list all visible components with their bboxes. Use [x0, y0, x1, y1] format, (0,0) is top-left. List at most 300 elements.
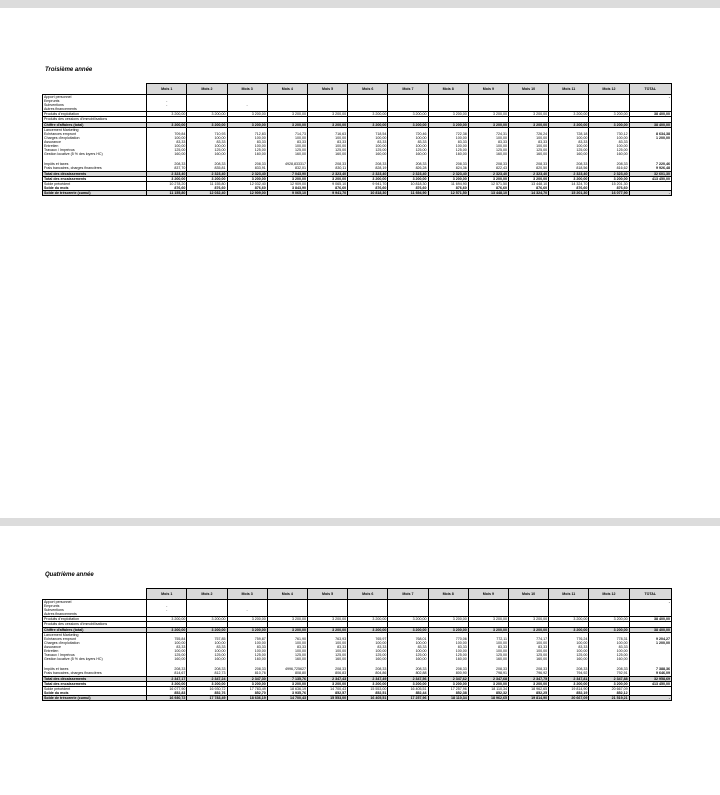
- month-header: Mois 3: [227, 589, 267, 600]
- table-cell: 13 448,10: [468, 190, 508, 195]
- total-cell: 7 220,46: [629, 162, 671, 166]
- table-cell: 724,31: [468, 132, 508, 136]
- table-cell: 100,00: [307, 649, 347, 653]
- table-cell: 796,92: [508, 671, 548, 676]
- table-cell: 3 200,00: [147, 617, 187, 622]
- table-cell: 125,00: [227, 148, 267, 152]
- table-cell: 876,60: [549, 186, 589, 191]
- table-cell: 100,00: [589, 136, 629, 140]
- row-label: Gestion locative (5 % des loyers HC): [43, 152, 147, 156]
- table-cell: 160,00: [428, 152, 468, 156]
- table-cell: 876,60: [589, 186, 629, 191]
- total-cell: 413 450,00: [629, 176, 671, 181]
- table-cell: 100,00: [428, 649, 468, 653]
- month-header: Mois 2: [187, 84, 227, 95]
- table-cell: 3 200,00: [508, 112, 548, 117]
- table-cell: 16 077,90: [589, 190, 629, 195]
- table-cell: 3 200,00: [147, 176, 187, 181]
- table-cell: 3 200,00: [267, 122, 307, 127]
- table-cell: 774,17: [508, 637, 548, 641]
- table-cell: 83,33: [388, 645, 428, 649]
- table-cell: 100,00: [307, 136, 347, 140]
- table-cell: 12 571,50: [468, 181, 508, 186]
- table-cell: 3 200,00: [508, 122, 548, 127]
- header-corner: [43, 84, 147, 95]
- table-cell: 160,00: [468, 657, 508, 661]
- row-label: Total des encaissements: [43, 176, 147, 181]
- month-header: Mois 12: [589, 589, 629, 600]
- total-cell: 8 634,38: [629, 132, 671, 136]
- table-cell: 100,00: [267, 144, 307, 148]
- table-cell: 772,11: [468, 637, 508, 641]
- table-cell: 10 278,20: [147, 181, 187, 186]
- total-cell: 413 450,00: [629, 681, 671, 686]
- table-cell: 100,00: [227, 136, 267, 140]
- table-cell: 125,00: [227, 653, 267, 657]
- table-cell: 757,85: [187, 637, 227, 641]
- total-cell: 1 200,00: [629, 136, 671, 140]
- table-cell: 726,24: [508, 132, 548, 136]
- table-cell: 100,00: [468, 649, 508, 653]
- table-cell: 125,00: [348, 148, 388, 152]
- table-cell: 125,00: [589, 653, 629, 657]
- table-cell: 3 200,00: [388, 176, 428, 181]
- table-cell: 125,00: [267, 653, 307, 657]
- table-cell: 11 694,90: [388, 190, 428, 195]
- table-cell: 100,00: [508, 641, 548, 645]
- table-cell: 3 200,00: [549, 627, 589, 632]
- table-cell: 160,00: [589, 657, 629, 661]
- table-cell: 812,73: [187, 671, 227, 676]
- table-cell: 100,00: [227, 144, 267, 148]
- month-header: Mois 10: [508, 84, 548, 95]
- table-cell: 876,60: [307, 186, 347, 191]
- table-cell: 3 200,00: [187, 112, 227, 117]
- table-cell: 3 200,00: [589, 112, 629, 117]
- table-cell: 100,00: [348, 649, 388, 653]
- table-cell: 9 065,10: [307, 181, 347, 186]
- table-cell: 3 200,00: [508, 627, 548, 632]
- table-cell: 714,73: [267, 132, 307, 136]
- table-cell: 83,33: [147, 645, 187, 649]
- table-cell: 160,00: [307, 152, 347, 156]
- table-cell: 11 694,90: [428, 181, 468, 186]
- table-row: [43, 695, 672, 700]
- table-cell: 18 110,34: [428, 695, 468, 700]
- table-cell: 3 200,00: [227, 617, 267, 622]
- table-cell: 852,12: [589, 691, 629, 696]
- table-cell: -: [227, 608, 267, 612]
- table-cell: 794,92: [549, 671, 589, 676]
- table-cell: 814,67: [147, 671, 187, 676]
- table-cell: 852,76: [187, 691, 227, 696]
- table-cell: 18 962,65: [508, 686, 548, 691]
- table-cell: 3 200,00: [549, 617, 589, 622]
- row-label: Frais bancaires, charges financières: [43, 671, 147, 676]
- table-cell: 15 201,30: [589, 181, 629, 186]
- table-cell: 160,00: [267, 152, 307, 156]
- total-cell: 9 926,48: [629, 166, 671, 171]
- table-cell: 837,70: [147, 166, 187, 171]
- table-cell: 2 323,40: [549, 171, 589, 176]
- table-cell: 3 200,00: [549, 176, 589, 181]
- table-cell: 3 200,00: [187, 176, 227, 181]
- table-cell: 83,33: [388, 140, 428, 144]
- table-cell: 160,00: [348, 152, 388, 156]
- row-label: Total des encaissements: [43, 681, 147, 686]
- table-cell: 876,60: [147, 186, 187, 191]
- table-cell: 100,00: [147, 136, 187, 140]
- table-cell: 10 818,30: [348, 190, 388, 195]
- table-cell: 876,60: [348, 186, 388, 191]
- table-cell: 15 553,00: [348, 686, 388, 691]
- table-cell: 208,33: [549, 667, 589, 671]
- table-cell: 100,00: [428, 641, 468, 645]
- table-cell: 83,33: [589, 140, 629, 144]
- table-cell: 208,33: [227, 667, 267, 671]
- table-cell: 3 200,00: [589, 176, 629, 181]
- table-cell: 798,91: [468, 671, 508, 676]
- table-cell: 730,12: [589, 132, 629, 136]
- table-cell: 810,76: [227, 671, 267, 676]
- table-cell: 3 200,00: [267, 112, 307, 117]
- table-cell: 852,38: [428, 691, 468, 696]
- table-cell: 822,43: [468, 166, 508, 171]
- table-cell: 12 909,00: [227, 190, 267, 195]
- row-label: Entretien: [43, 144, 147, 148]
- table-cell: 3 843,90: [267, 186, 307, 191]
- table-cell: 125,00: [267, 148, 307, 152]
- table-cell: 3 200,00: [227, 681, 267, 686]
- table-cell: 2 347,24: [187, 676, 227, 681]
- total-cell: -: [629, 95, 671, 100]
- table-cell: 2 347,75: [508, 676, 548, 681]
- table-cell: 208,33: [549, 162, 589, 166]
- table-cell: 83,33: [187, 645, 227, 649]
- row-label: Autres financements: [43, 612, 147, 617]
- total-cell: 38 400,00: [629, 112, 671, 117]
- table-cell: 828,19: [348, 166, 388, 171]
- table-cell: 100,00: [267, 641, 307, 645]
- table-cell: 21 519,21: [589, 695, 629, 700]
- table-cell: 15 553,00: [307, 695, 347, 700]
- header-row: [43, 589, 672, 600]
- table-cell: 3 200,00: [147, 122, 187, 127]
- table-cell: 2 323,40: [187, 171, 227, 176]
- row-label: Emprunts: [43, 99, 147, 103]
- table-cell: 125,00: [147, 148, 187, 152]
- table-cell: 208,33: [388, 667, 428, 671]
- table-cell: 100,00: [589, 641, 629, 645]
- table-cell: 125,00: [468, 148, 508, 152]
- table-cell: 18 110,34: [468, 686, 508, 691]
- table-cell: 18 962,65: [468, 695, 508, 700]
- total-cell: -: [629, 190, 671, 195]
- table-cell: 3 200,00: [388, 617, 428, 622]
- month-header: Mois 4: [267, 84, 307, 95]
- row-label: Subventions: [43, 608, 147, 612]
- row-label: Echéances emprunt: [43, 132, 147, 136]
- table-cell: 160,00: [348, 657, 388, 661]
- table-cell: 100,00: [388, 649, 428, 653]
- table-cell: 125,00: [348, 653, 388, 657]
- table-cell: 83,33: [428, 140, 468, 144]
- table-cell: 160,00: [468, 152, 508, 156]
- table-cell: 83,33: [227, 645, 267, 649]
- table-cell: 759,87: [227, 637, 267, 641]
- row-label: Produits des cessions d'immobilisations: [43, 117, 147, 122]
- table-cell: 776,24: [549, 637, 589, 641]
- table-cell: 160,00: [589, 152, 629, 156]
- table-cell: 3 200,00: [348, 176, 388, 181]
- table-cell: 9 065,10: [267, 190, 307, 195]
- table-cell: 2 323,40: [227, 171, 267, 176]
- total-header: TOTAL: [629, 84, 671, 95]
- table-cell: 83,33: [428, 645, 468, 649]
- table-cell: 833,91: [227, 166, 267, 171]
- table-cell: 3 200,00: [307, 176, 347, 181]
- table-cell: 100,00: [508, 136, 548, 140]
- table-cell: 11 155,80: [187, 181, 227, 186]
- table-cell: 100,00: [549, 144, 589, 148]
- table-cell: 100,00: [147, 649, 187, 653]
- table-cell: 3 200,00: [187, 627, 227, 632]
- row-label: Echéances emprunt: [43, 637, 147, 641]
- table-cell: 3 200,00: [187, 617, 227, 622]
- table-cell: 816,62: [589, 166, 629, 171]
- row-label: Autres financements: [43, 107, 147, 112]
- table-cell: 100,00: [147, 641, 187, 645]
- row-label: Impôts et taxes: [43, 667, 147, 671]
- table-cell: 3 200,00: [227, 627, 267, 632]
- table-cell: 3 200,00: [267, 627, 307, 632]
- table-cell: 100,00: [428, 144, 468, 148]
- table-cell: 3 200,00: [589, 681, 629, 686]
- table-cell: 876,60: [468, 186, 508, 191]
- row-label: Produits des cessions d'immobilisations: [43, 622, 147, 627]
- table-cell: 14 324,70: [549, 181, 589, 186]
- table-cell: 3 200,00: [468, 681, 508, 686]
- table-cell: 876,60: [508, 186, 548, 191]
- table-cell: 208,33: [187, 667, 227, 671]
- table-cell: 3 200,00: [589, 617, 629, 622]
- table-cell: 3 200,00: [428, 176, 468, 181]
- table-cell: 7 135,76: [267, 676, 307, 681]
- page-title: Troisième année: [45, 67, 93, 73]
- month-header: Mois 11: [549, 589, 589, 600]
- table-cell: 710,93: [187, 132, 227, 136]
- row-label: Apport personnel: [43, 600, 147, 605]
- table-cell: 208,33: [147, 667, 187, 671]
- table-cell: 3 200,00: [388, 681, 428, 686]
- table-cell: 4996,725627: [267, 667, 307, 671]
- table-cell: 824,36: [428, 166, 468, 171]
- table-cell: 100,00: [388, 136, 428, 140]
- month-header: Mois 6: [348, 84, 388, 95]
- row-label: Lancement Marketing: [43, 632, 147, 637]
- cash-flow-table: [42, 588, 672, 701]
- month-header: Mois 6: [348, 589, 388, 600]
- table-cell: 16 077,90: [147, 686, 187, 691]
- table-cell: 716,63: [307, 132, 347, 136]
- table-cell: 100,00: [307, 144, 347, 148]
- row-label: Produits d'exploitation: [43, 617, 147, 622]
- table-cell: 83,33: [187, 140, 227, 144]
- table-cell: 100,00: [227, 641, 267, 645]
- table-cell: 208,33: [307, 162, 347, 166]
- table-cell: 100,00: [267, 136, 307, 140]
- table-cell: 125,00: [388, 653, 428, 657]
- row-label: Assurance: [43, 140, 147, 144]
- table-cell: 83,33: [468, 140, 508, 144]
- table-cell: 125,00: [307, 653, 347, 657]
- table-cell: 100,00: [348, 641, 388, 645]
- table-cell: 3 200,00: [348, 681, 388, 686]
- page-title: Quatrième année: [45, 572, 94, 578]
- table-cell: 83,33: [468, 645, 508, 649]
- table-cell: 2 323,40: [388, 171, 428, 176]
- table-cell: 3 200,00: [428, 122, 468, 127]
- table-cell: 19 814,90: [508, 695, 548, 700]
- table-cell: 83,33: [508, 645, 548, 649]
- table-cell: 852,25: [508, 691, 548, 696]
- table-cell: -: [147, 608, 187, 612]
- table-cell: 208,33: [227, 162, 267, 166]
- table-cell: 100,00: [388, 641, 428, 645]
- total-cell: 32 601,30: [629, 171, 671, 176]
- month-header: Mois 10: [508, 589, 548, 600]
- table-cell: 718,54: [348, 132, 388, 136]
- table-cell: 3 200,00: [147, 112, 187, 117]
- table-cell: 832,01: [267, 166, 307, 171]
- table-cell: 100,00: [307, 641, 347, 645]
- row-label: Subventions: [43, 103, 147, 107]
- table-cell: 3 200,00: [147, 627, 187, 632]
- table-cell: 3 200,00: [227, 112, 267, 117]
- row-label: Total des décaissements: [43, 171, 147, 176]
- month-header: Mois 11: [549, 84, 589, 95]
- document-page: [0, 526, 720, 795]
- table-cell: 83,33: [508, 140, 548, 144]
- table-cell: -: [227, 103, 267, 107]
- table-cell: 20 667,09: [589, 686, 629, 691]
- table-cell: 852,51: [348, 691, 388, 696]
- table-cell: 720,46: [388, 132, 428, 136]
- total-cell: 32 958,69: [629, 676, 671, 681]
- table-cell: 3 200,00: [388, 122, 428, 127]
- row-label: Solde de trésorerie (cumul): [43, 190, 147, 195]
- table-cell: 100,00: [468, 136, 508, 140]
- table-cell: 3 200,00: [307, 681, 347, 686]
- table-cell: 100,00: [468, 641, 508, 645]
- table-cell: 712,83: [227, 132, 267, 136]
- table-cell: 3 200,00: [549, 112, 589, 117]
- table-cell: 3 200,00: [589, 627, 629, 632]
- table-cell: 3 200,00: [307, 122, 347, 127]
- month-header: Mois 1: [147, 84, 187, 95]
- table-cell: 11 155,80: [147, 190, 187, 195]
- row-label: Charges d'exploitation: [43, 641, 147, 645]
- table-cell: 208,33: [187, 162, 227, 166]
- table-cell: 83,33: [307, 140, 347, 144]
- month-header: Mois 2: [187, 589, 227, 600]
- table-cell: 125,00: [307, 148, 347, 152]
- total-cell: 9 646,09: [629, 671, 671, 676]
- row-label: Lancement Marketing: [43, 127, 147, 132]
- table-cell: 17 257,96: [428, 686, 468, 691]
- table-cell: 876,60: [428, 186, 468, 191]
- page-separator: [0, 518, 720, 526]
- table-cell: 83,33: [147, 140, 187, 144]
- table-cell: 2 323,40: [468, 171, 508, 176]
- table-cell: 100,00: [267, 649, 307, 653]
- table-cell: 100,00: [187, 144, 227, 148]
- row-label: Solde du mois: [43, 186, 147, 191]
- row-label: Emprunts: [43, 604, 147, 608]
- table-cell: 3 200,00: [348, 122, 388, 127]
- table-cell: 208,33: [428, 667, 468, 671]
- table-cell: 3 200,00: [147, 681, 187, 686]
- table-cell: 125,00: [508, 148, 548, 152]
- table-cell: 3 200,00: [508, 617, 548, 622]
- row-label: Solde précédent: [43, 686, 147, 691]
- row-label: Travaux / Imprévus: [43, 148, 147, 152]
- table-cell: 17 783,49: [227, 686, 267, 691]
- table-cell: 100,00: [187, 641, 227, 645]
- table-row: [43, 190, 672, 195]
- total-cell: 7 388,36: [629, 667, 671, 671]
- table-cell: 2 347,81: [549, 676, 589, 681]
- table-cell: 3 200,00: [348, 112, 388, 117]
- table-cell: 208,33: [589, 667, 629, 671]
- total-cell: -: [629, 600, 671, 605]
- table-cell: 19 814,90: [549, 686, 589, 691]
- table-cell: 100,00: [227, 649, 267, 653]
- table-cell: 770,06: [428, 637, 468, 641]
- row-label: Chiffre d'affaires (total): [43, 122, 147, 127]
- table-cell: 852,32: [468, 691, 508, 696]
- table-cell: 852,44: [388, 691, 428, 696]
- table-cell: 2 347,43: [307, 676, 347, 681]
- table-cell: 3 200,00: [508, 681, 548, 686]
- table-cell: 3 200,00: [549, 681, 589, 686]
- table-cell: 16 930,72: [187, 686, 227, 691]
- table-cell: 100,00: [549, 649, 589, 653]
- row-label: Produits d'exploitation: [43, 112, 147, 117]
- table-cell: 208,33: [508, 667, 548, 671]
- table-cell: 125,00: [589, 148, 629, 152]
- table-cell: 4928,833317: [267, 162, 307, 166]
- row-label: Charges d'exploitation: [43, 136, 147, 140]
- table-cell: 18 636,19: [227, 695, 267, 700]
- table-cell: 826,28: [388, 166, 428, 171]
- table-cell: 3 200,00: [307, 112, 347, 117]
- total-header: TOTAL: [629, 589, 671, 600]
- table-cell: 17 257,96: [388, 695, 428, 700]
- table-cell: 208,33: [307, 667, 347, 671]
- table-cell: 2 323,40: [348, 171, 388, 176]
- table-cell: 3 200,00: [508, 176, 548, 181]
- table-cell: 3 200,00: [388, 627, 428, 632]
- table-cell: 125,00: [549, 148, 589, 152]
- table-cell: 160,00: [187, 152, 227, 156]
- table-cell: 208,33: [468, 162, 508, 166]
- table-cell: 208,33: [589, 162, 629, 166]
- table-cell: 125,00: [187, 148, 227, 152]
- table-cell: 755,84: [147, 637, 187, 641]
- table-cell: 160,00: [227, 657, 267, 661]
- table-cell: 768,01: [388, 637, 428, 641]
